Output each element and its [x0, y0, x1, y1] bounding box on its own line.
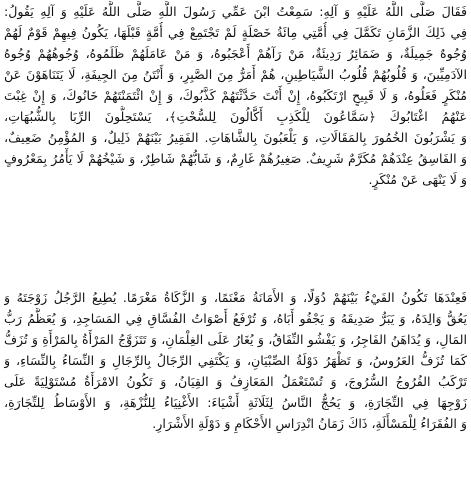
text-line: وَ لَا يَنْهَى عَنْ مُنْكَرٍ. [368, 172, 467, 187]
text-line: عَنْهُمُ اغْتَابُوكَ ﴿سَمَّاعُونَ لِلْكَذِبِ أَكَّالُونَ لِلسُّحْتِ﴾، يَسْتَحِلُّونَ الرِّبَا بِالشُّبُهَاتِ، [4, 109, 467, 124]
text-line: تَرْكَبُ الفُرُوجُ السُّرُوجَ، وَ تُسْتَعْمَلُ المَعَازِفُ وَ القِيَانُ، وَ تَكُونُ الامْرَأَةُ مُسْتَوْلِيَةً عَلَى [4, 374, 467, 389]
text-line: زَوْجِهَا فِي التِّجَارَةِ، وَ يَحُجُّ النَّاسُ لِثَلَاثَةِ أَشْيَاءَ: الأَغْنِيَاءُ لِلنُّزْهَةِ، وَ الأَوْسَاطُ لِلتِّجَارَةِ، [4, 395, 467, 410]
paragraph-1 [4, 1, 467, 190]
text-line: فَقَالَ صَلَّى اللَّهُ عَلَيْهِ وَ آلِهِ: سَمِعْتُ ابْنَ عَمِّي رَسُولَ اللَّهِ صَلَّى اللَّهُ عَلَيْهِ وَ آلِهِ يَقُولُ: [4, 4, 467, 19]
text-line: وَ الفُقَرَاءُ لِلْمَسْأَلَةِ، ذَاكَ زَمَانُ انْدِرَاسِ الأَحْكَامِ وَ دَوْلَةِ الأَشْرَارِ. [152, 416, 467, 431]
paragraph-2 [4, 287, 467, 434]
text-line: الآدَمِيِّينَ، وَ قُلُوبُهُمْ قُلُوبُ الشَّيَاطِينِ، هُمْ أَمَرُّ مِنَ الصَّبِرِ، وَ أَنْتَنُ مِنَ الجِيفَةِ، لَا يَتَنَاهَوْنَ عَنْ [4, 67, 467, 82]
text-line: وَ يَشْرَبُونَ الخُمُورَ بِالمَقَالَاتِ، وَ يَلْعَبُونَ بِالشَّاهَاتِ. الفَقِيرُ بَيْنَهُمْ ذَلِيلٌ، وَ المُؤْمِنُ ضَعِيفٌ، [4, 130, 467, 145]
text-line: فِي ذَلِكَ الزَّمَانِ تَكَمَّلَ فِي أُمَّتِي مِائَةُ خَصْلَةٍ لَمْ تَجْتَمِعْ فِي أُمَّةٍ قَبْلَهَا، يَكُونُ فِيهِمْ قَوْمٌ لَهُمْ [4, 25, 467, 40]
text-line: وَ الفَاسِقُ عِنْدَهُمْ مُكَرَّمٌ شَرِيفٌ. صَغِيرُهُمْ غَارِمٌ، وَ شَابُّهُمْ شَاطِرٌ، وَ شَيْخُهُمْ لَا يَأْمُرُ بِمَعْرُوفٍ [4, 151, 467, 166]
text-line: كَمَا تُزَفُّ العَرُوسُ، وَ تَظْهَرُ دَوْلَةُ الصِّبْيَانِ، وَ يَكْتَفِي الرِّجَالُ بِالرِّجَالِ وَ النِّسَاءُ بِالنِّسَاءِ، وَ [4, 353, 467, 368]
text-line: مُنْكَرٍ فَعَلُوهُ، وَ لَا قَبِيحٍ ارْتَكَبُوهُ، إِنْ أَنْتَ حَدَّثْتَهُمْ كَذَّبُوكَ، وَ إِنْ ائْتَمَنْتَهُمْ خَانُوكَ، وَ إِنْ غِبْتَ [4, 88, 467, 103]
text-line: فَعِنْدَهَا تَكُونُ الفَيْءُ بَيْنَهُمْ دُوَلًا، وَ الأَمَانَةُ مَغْنَمًا، وَ الزَّكَاةُ مَغْرَمًا. يُطِيعُ الرَّجُلُ زَوْجَتَهُ وَ [4, 290, 467, 305]
text-line: يَعُقُّ وَالِدَهُ، وَ يَبَرُّ صَدِيقَهُ وَ يَجْفُو أَبَاهُ، وَ تُرْفَعُ أَصْوَاتُ الفُسَّاقِ فِي المَسَاجِدِ، وَ يُعَظَّمُ رَبُّ [4, 311, 467, 326]
text-line: المَالِ، وَ يُدَاهَنُ الفَاجِرُ، وَ يَفْشُو النِّفَاقُ، وَ يُغَارُ عَلَى الغِلْمَانِ، وَ تَتَزَوَّجُ المَرْأَةُ بِالمَرْأَةِ وَ تُزَفُّ [4, 332, 467, 347]
text-line: وُجُوهٌ جَمِيلَةٌ، وَ ضَمَائِرُ رَدِيئَةٌ، مَنْ رَآهُمْ أَعْجَبُوهُ، وَ مَنْ عَامَلَهُمْ ظَلَمُوهُ، وُجُوهُهُمْ وُجُوهُ [4, 46, 467, 61]
